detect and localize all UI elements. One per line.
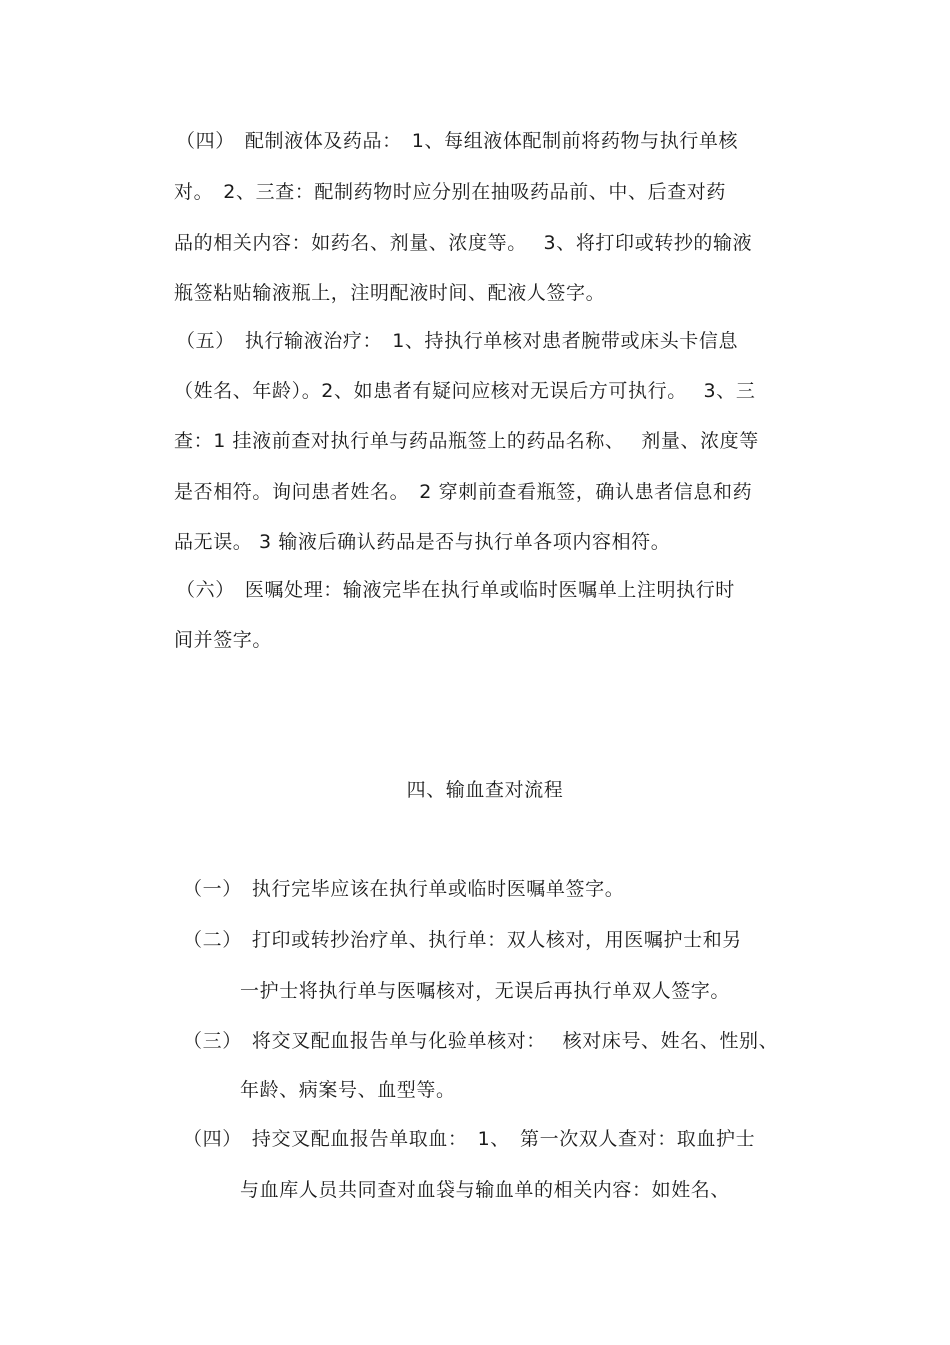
s4-item-3-line-1: （三） 将交叉配血报告单与化验单核对： 核对床号、姓名、性别、 xyxy=(183,1030,779,1052)
s4-item-2-line-2: 一护士将执行单与医嘱核对，无误后再执行单双人签字。 xyxy=(240,980,731,1002)
p4-line-4: 瓶签粘贴输液瓶上，注明配液时间、配液人签字。 xyxy=(174,282,606,304)
p5-line-5: 品无误。 3 输液后确认药品是否与执行单各项内容相符。 xyxy=(174,531,671,553)
p4-line-3: 品的相关内容：如药名、剂量、浓度等。 3、将打印或转抄的输液 xyxy=(174,232,753,254)
p5-line-1: （五） 执行输液治疗： 1、持执行单核对患者腕带或床头卡信息 xyxy=(176,330,739,352)
s4-item-3-line-2: 年龄、病案号、血型等。 xyxy=(240,1079,456,1101)
s4-item-4-line-1: （四） 持交叉配血报告单取血： 1、 第一次双人查对：取血护士 xyxy=(183,1128,756,1150)
s4-item-1-line-1: （一） 执行完毕应该在执行单或临时医嘱单签字。 xyxy=(183,878,625,900)
p5-line-4: 是否相符。询问患者姓名。 2 穿刺前查看瓶签，确认患者信息和药 xyxy=(174,481,753,503)
s4-item-4-line-2: 与血库人员共同查对血袋与输血单的相关内容：如姓名、 xyxy=(240,1179,731,1201)
p5-line-2: （姓名、年龄）。2、如患者有疑问应核对无误后方可执行。 3、三 xyxy=(174,380,756,402)
p4-line-2: 对。 2、三查：配制药物时应分别在抽吸药品前、中、后查对药 xyxy=(174,181,726,203)
p4-line-1: （四） 配制液体及药品： 1、每组液体配制前将药物与执行单核 xyxy=(176,130,739,152)
s4-item-2-line-1: （二） 打印或转抄治疗单、执行单：双人核对，用医嘱护士和另 xyxy=(183,929,742,951)
section-heading: 四、输血查对流程 xyxy=(406,779,564,801)
p6-line-2: 间并签字。 xyxy=(174,629,273,651)
p6-line-1: （六） 医嘱处理：输液完毕在执行单或临时医嘱单上注明执行时 xyxy=(176,579,735,601)
p5-line-3: 查：1 挂液前查对执行单与药品瓶签上的药品名称、 剂量、浓度等 xyxy=(174,430,759,452)
